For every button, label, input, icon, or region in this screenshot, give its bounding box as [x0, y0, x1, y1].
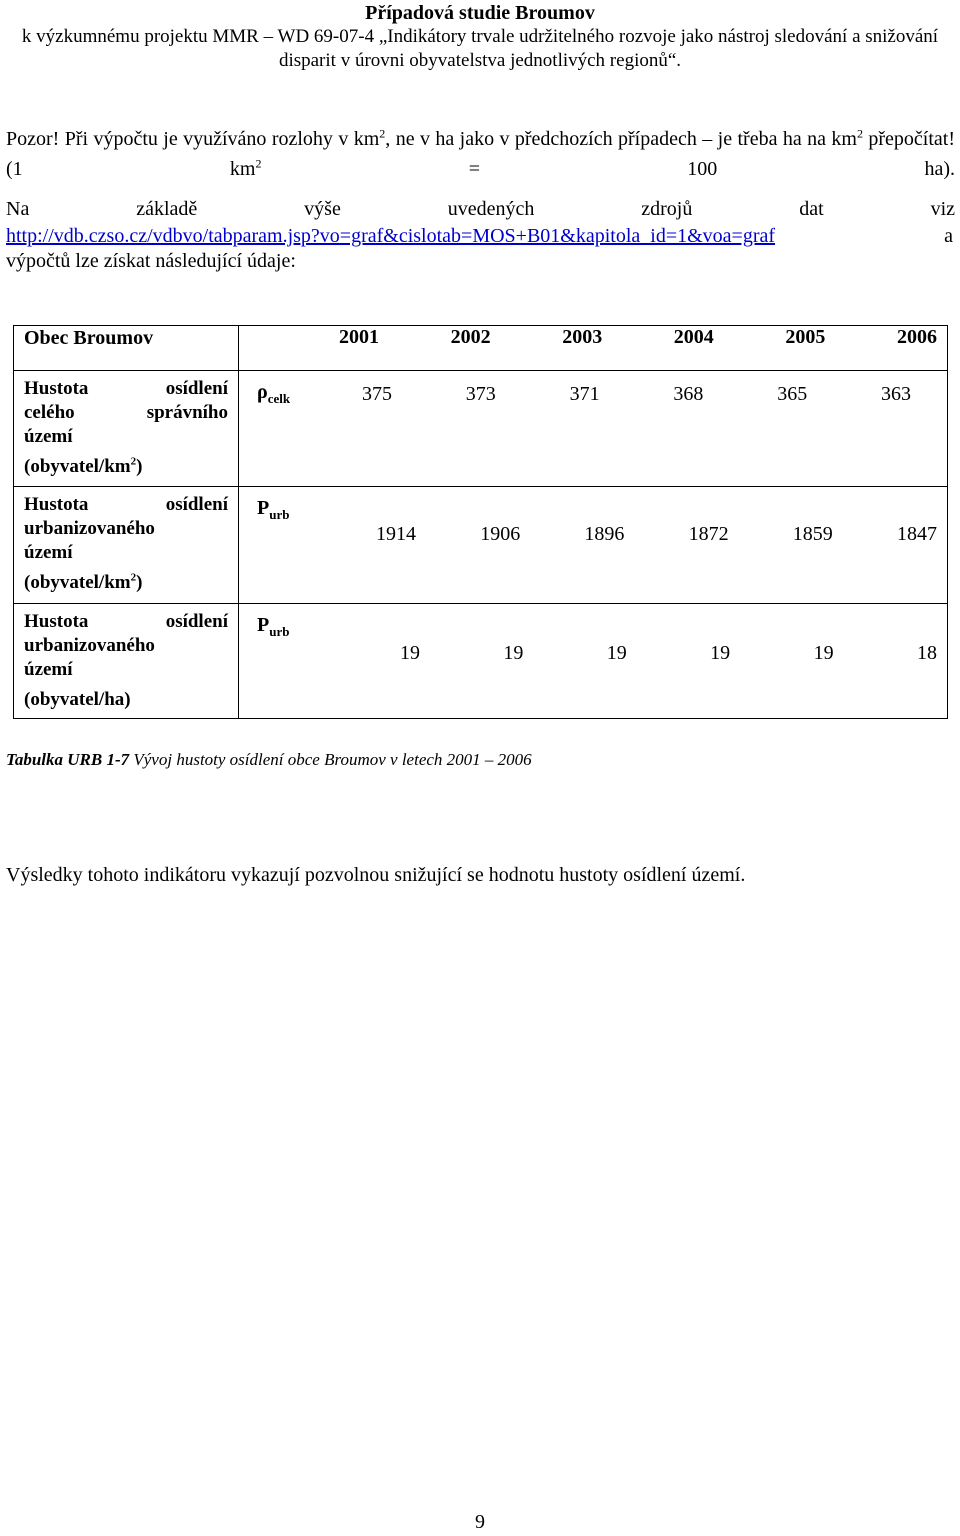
value-cell: 371 — [569, 383, 600, 405]
source-after-link: a — [944, 225, 953, 247]
result-paragraph: Výsledky tohoto indikátoru vykazují pozvolnou snižující se hodnotu hustoty osídlení území. — [6, 864, 746, 886]
value-cell: 19 — [606, 642, 627, 664]
value-cell: 19 — [710, 642, 731, 664]
year-cell: 2005 — [785, 326, 826, 348]
document-subtitle: k výzkumnému projektu MMR – WD 69-07-4 „Indikátory trvale udržitelného rozvoje jako nástroj sledování a snižování disparit v úrovni obyvatelstva jednotlivých regionů“. — [21, 26, 939, 71]
value-cell: 1872 — [688, 523, 729, 545]
warning-paragraph — [6, 124, 955, 184]
value-cell: 373 — [465, 383, 496, 405]
table-row — [14, 371, 948, 487]
year-cell: 2006 — [896, 326, 937, 348]
value-cell: 365 — [777, 383, 808, 405]
header-municipality: Obec Broumov — [14, 326, 239, 371]
value-cell: 1859 — [792, 523, 833, 545]
source-link[interactable]: http://vdb.czso.cz/vdbvo/tabparam.jsp?vo=graf&cislotab=MOS+B01&kapitola_id=1&voa=graf — [6, 225, 776, 247]
row-values — [330, 604, 948, 719]
caption-label: Tabulka URB 1-7 — [6, 750, 130, 769]
page-number: 9 — [475, 1511, 485, 1533]
superscript: 2 — [379, 126, 386, 141]
superscript: 2 — [856, 126, 863, 141]
warning-text-4: = 100 ha). — [261, 158, 955, 180]
source-line-3: výpočtů lze získat následující údaje: — [6, 250, 296, 272]
table-row — [14, 487, 948, 604]
value-cell: 363 — [880, 383, 911, 405]
table-caption — [6, 750, 532, 770]
density-table — [13, 325, 948, 719]
row-symbol: $P_{urb}$ — [239, 487, 331, 604]
warning-text-2: , ne v ha jako v předchozích případech – je třeba ha na km — [385, 128, 857, 150]
value-cell: 19 — [813, 642, 834, 664]
source-line-1: Na základě výše uvedených zdrojů dat viz — [6, 198, 955, 220]
row-label: Hustota osídlení celého správního území $(obyvatel/km^2)$ — [14, 371, 239, 487]
superscript: 2 — [255, 156, 262, 171]
table-row — [14, 604, 948, 719]
row-values — [330, 487, 948, 604]
caption-text: Vývoj hustoty osídlení obce Broumov v letech 2001 – 2006 — [129, 750, 532, 769]
year-cell: 2002 — [450, 326, 491, 348]
document-title: Případová studie Broumov — [365, 2, 595, 24]
value-cell: 18 — [916, 642, 937, 664]
row-values — [330, 371, 948, 487]
warning-text-3: přepočítat! (1 km — [6, 128, 955, 180]
table-header-row — [14, 326, 948, 371]
value-cell: 375 — [362, 383, 392, 405]
year-cell: 2004 — [673, 326, 714, 348]
year-cell: 2001 — [339, 326, 379, 348]
value-cell: 368 — [673, 383, 704, 405]
value-cell: 19 — [400, 642, 420, 664]
value-cell: 1906 — [480, 523, 521, 545]
value-cell: 19 — [503, 642, 524, 664]
page-header — [0, 0, 960, 73]
warning-text-1: Pozor! Při výpočtu je využíváno rozlohy v km — [6, 128, 380, 150]
row-symbol: $\rho_{celk}$ — [239, 371, 331, 487]
value-cell: 1896 — [584, 523, 625, 545]
row-label: Hustota osídlení urbanizovaného území (obyvatel/ha) — [14, 604, 239, 719]
year-cell: 2003 — [562, 326, 603, 348]
header-years — [239, 326, 948, 371]
value-cell: 1914 — [376, 523, 416, 545]
row-label: Hustota osídlení urbanizovaného území $(obyvatel/km^2)$ — [14, 487, 239, 604]
row-symbol: $P_{urb}$ — [239, 604, 331, 719]
value-cell: 1847 — [896, 523, 937, 545]
